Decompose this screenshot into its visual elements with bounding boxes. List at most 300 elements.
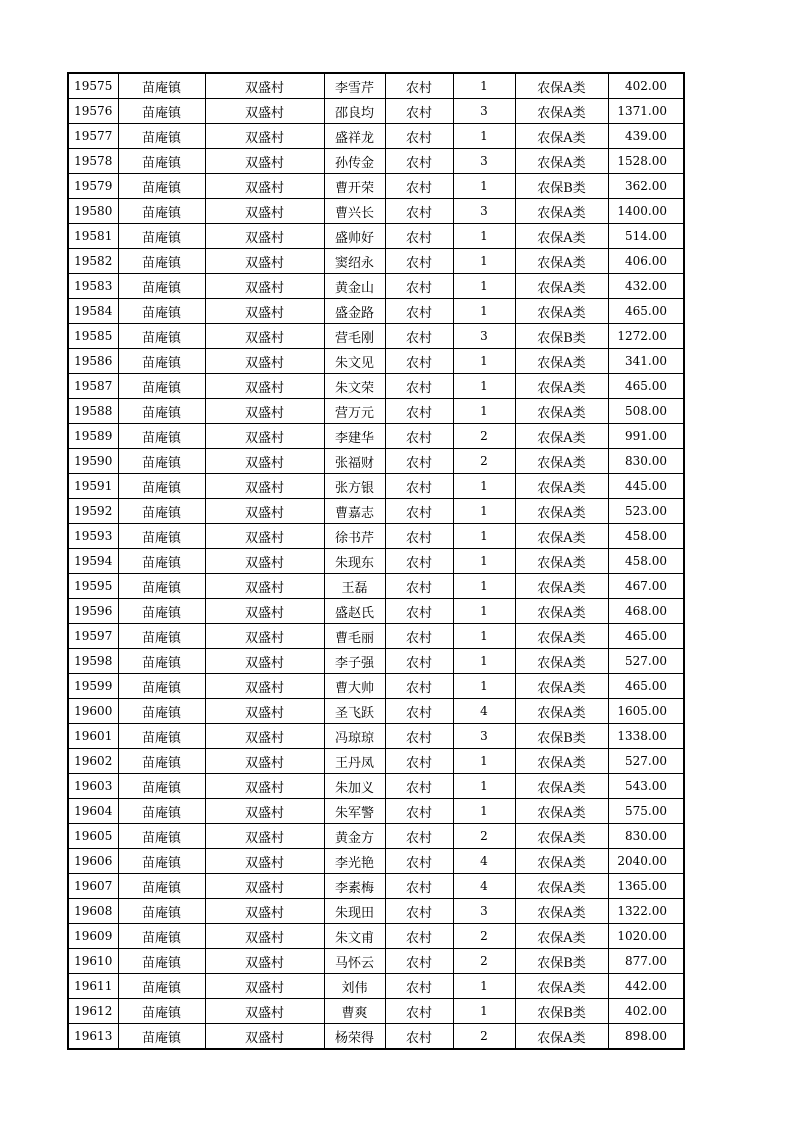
town-cell: 苗庵镇 (118, 949, 205, 974)
name-cell: 张福财 (324, 449, 385, 474)
village-cell: 双盛村 (205, 174, 324, 199)
category-cell: 农保A类 (515, 924, 608, 949)
table-row (68, 199, 684, 224)
record-id-cell: 19609 (68, 924, 118, 949)
town-cell: 苗庵镇 (118, 599, 205, 624)
record-id-cell: 19586 (68, 349, 118, 374)
record-id-cell: 19585 (68, 324, 118, 349)
area-type-cell: 农村 (385, 549, 453, 574)
name-cell: 朱文甫 (324, 924, 385, 949)
area-type-cell: 农村 (385, 924, 453, 949)
amount-cell: 362.00 (608, 174, 684, 199)
town-cell: 苗庵镇 (118, 549, 205, 574)
record-id-cell: 19578 (68, 149, 118, 174)
town-cell: 苗庵镇 (118, 574, 205, 599)
town-cell: 苗庵镇 (118, 974, 205, 999)
area-type-cell: 农村 (385, 424, 453, 449)
household-count-cell: 1 (453, 349, 515, 374)
area-type-cell: 农村 (385, 949, 453, 974)
category-cell: 农保A类 (515, 424, 608, 449)
village-cell: 双盛村 (205, 324, 324, 349)
category-cell: 农保A类 (515, 249, 608, 274)
category-cell: 农保A类 (515, 274, 608, 299)
area-type-cell: 农村 (385, 574, 453, 599)
name-cell: 朱现田 (324, 899, 385, 924)
amount-cell: 1400.00 (608, 199, 684, 224)
name-cell: 朱文荣 (324, 374, 385, 399)
town-cell: 苗庵镇 (118, 149, 205, 174)
village-cell: 双盛村 (205, 974, 324, 999)
record-id-cell: 19595 (68, 574, 118, 599)
record-id-cell: 19584 (68, 299, 118, 324)
village-cell: 双盛村 (205, 124, 324, 149)
name-cell: 营毛刚 (324, 324, 385, 349)
town-cell: 苗庵镇 (118, 224, 205, 249)
table-row (68, 849, 684, 874)
household-count-cell: 2 (453, 424, 515, 449)
village-cell: 双盛村 (205, 874, 324, 899)
town-cell: 苗庵镇 (118, 899, 205, 924)
village-cell: 双盛村 (205, 549, 324, 574)
amount-cell: 458.00 (608, 524, 684, 549)
area-type-cell: 农村 (385, 699, 453, 724)
household-count-cell: 1 (453, 774, 515, 799)
village-cell: 双盛村 (205, 399, 324, 424)
household-count-cell: 1 (453, 599, 515, 624)
record-id-cell: 19605 (68, 824, 118, 849)
record-id-cell: 19606 (68, 849, 118, 874)
amount-cell: 465.00 (608, 299, 684, 324)
amount-cell: 445.00 (608, 474, 684, 499)
area-type-cell: 农村 (385, 99, 453, 124)
amount-cell: 402.00 (608, 999, 684, 1024)
amount-cell: 514.00 (608, 224, 684, 249)
record-id-cell: 19589 (68, 424, 118, 449)
amount-cell: 1338.00 (608, 724, 684, 749)
record-id-cell: 19575 (68, 73, 118, 99)
amount-cell: 402.00 (608, 73, 684, 99)
amount-cell: 1020.00 (608, 924, 684, 949)
record-id-cell: 19602 (68, 749, 118, 774)
amount-cell: 465.00 (608, 374, 684, 399)
area-type-cell: 农村 (385, 824, 453, 849)
area-type-cell: 农村 (385, 749, 453, 774)
town-cell: 苗庵镇 (118, 99, 205, 124)
area-type-cell: 农村 (385, 449, 453, 474)
area-type-cell: 农村 (385, 274, 453, 299)
table-row (68, 174, 684, 199)
village-cell: 双盛村 (205, 474, 324, 499)
town-cell: 苗庵镇 (118, 349, 205, 374)
household-count-cell: 2 (453, 449, 515, 474)
record-id-cell: 19611 (68, 974, 118, 999)
area-type-cell: 农村 (385, 724, 453, 749)
household-count-cell: 3 (453, 324, 515, 349)
name-cell: 王磊 (324, 574, 385, 599)
table-row (68, 449, 684, 474)
town-cell: 苗庵镇 (118, 699, 205, 724)
household-count-cell: 3 (453, 724, 515, 749)
village-cell: 双盛村 (205, 674, 324, 699)
name-cell: 盛赵氏 (324, 599, 385, 624)
category-cell: 农保A类 (515, 499, 608, 524)
record-id-cell: 19577 (68, 124, 118, 149)
table-row (68, 474, 684, 499)
amount-cell: 1605.00 (608, 699, 684, 724)
village-cell: 双盛村 (205, 424, 324, 449)
area-type-cell: 农村 (385, 399, 453, 424)
category-cell: 农保A类 (515, 849, 608, 874)
household-count-cell: 1 (453, 974, 515, 999)
household-count-cell: 4 (453, 874, 515, 899)
record-id-cell: 19582 (68, 249, 118, 274)
table-row (68, 324, 684, 349)
area-type-cell: 农村 (385, 249, 453, 274)
village-cell: 双盛村 (205, 199, 324, 224)
name-cell: 曹毛丽 (324, 624, 385, 649)
name-cell: 盛祥龙 (324, 124, 385, 149)
table-row (68, 949, 684, 974)
village-cell: 双盛村 (205, 799, 324, 824)
amount-cell: 439.00 (608, 124, 684, 149)
category-cell: 农保A类 (515, 349, 608, 374)
category-cell: 农保B类 (515, 724, 608, 749)
village-cell: 双盛村 (205, 349, 324, 374)
record-id-cell: 19610 (68, 949, 118, 974)
category-cell: 农保A类 (515, 99, 608, 124)
town-cell: 苗庵镇 (118, 249, 205, 274)
table-row (68, 699, 684, 724)
household-count-cell: 2 (453, 949, 515, 974)
category-cell: 农保A类 (515, 874, 608, 899)
amount-cell: 1322.00 (608, 899, 684, 924)
household-count-cell: 1 (453, 749, 515, 774)
town-cell: 苗庵镇 (118, 499, 205, 524)
name-cell: 曹开荣 (324, 174, 385, 199)
record-id-cell: 19583 (68, 274, 118, 299)
household-count-cell: 4 (453, 849, 515, 874)
table-row (68, 774, 684, 799)
category-cell: 农保A类 (515, 449, 608, 474)
area-type-cell: 农村 (385, 649, 453, 674)
amount-cell: 467.00 (608, 574, 684, 599)
area-type-cell: 农村 (385, 73, 453, 99)
village-cell: 双盛村 (205, 374, 324, 399)
village-cell: 双盛村 (205, 924, 324, 949)
household-count-cell: 1 (453, 299, 515, 324)
table-row (68, 424, 684, 449)
amount-cell: 543.00 (608, 774, 684, 799)
town-cell: 苗庵镇 (118, 799, 205, 824)
household-count-cell: 1 (453, 799, 515, 824)
household-count-cell: 1 (453, 73, 515, 99)
amount-cell: 406.00 (608, 249, 684, 274)
name-cell: 刘伟 (324, 974, 385, 999)
town-cell: 苗庵镇 (118, 449, 205, 474)
amount-cell: 527.00 (608, 749, 684, 774)
town-cell: 苗庵镇 (118, 274, 205, 299)
town-cell: 苗庵镇 (118, 73, 205, 99)
table-row (68, 349, 684, 374)
town-cell: 苗庵镇 (118, 724, 205, 749)
village-cell: 双盛村 (205, 724, 324, 749)
amount-cell: 2040.00 (608, 849, 684, 874)
record-id-cell: 19600 (68, 699, 118, 724)
name-cell: 李雪芹 (324, 73, 385, 99)
household-count-cell: 2 (453, 824, 515, 849)
household-count-cell: 2 (453, 1024, 515, 1050)
area-type-cell: 农村 (385, 174, 453, 199)
town-cell: 苗庵镇 (118, 524, 205, 549)
town-cell: 苗庵镇 (118, 424, 205, 449)
town-cell: 苗庵镇 (118, 849, 205, 874)
record-id-cell: 19580 (68, 199, 118, 224)
amount-cell: 991.00 (608, 424, 684, 449)
village-cell: 双盛村 (205, 299, 324, 324)
village-cell: 双盛村 (205, 624, 324, 649)
area-type-cell: 农村 (385, 599, 453, 624)
record-id-cell: 19576 (68, 99, 118, 124)
category-cell: 农保B类 (515, 174, 608, 199)
town-cell: 苗庵镇 (118, 774, 205, 799)
name-cell: 曹兴长 (324, 199, 385, 224)
category-cell: 农保A类 (515, 599, 608, 624)
area-type-cell: 农村 (385, 799, 453, 824)
area-type-cell: 农村 (385, 124, 453, 149)
table-row (68, 524, 684, 549)
area-type-cell: 农村 (385, 999, 453, 1024)
household-count-cell: 4 (453, 699, 515, 724)
category-cell: 农保A类 (515, 749, 608, 774)
village-cell: 双盛村 (205, 524, 324, 549)
table-row (68, 724, 684, 749)
name-cell: 曹嘉志 (324, 499, 385, 524)
area-type-cell: 农村 (385, 774, 453, 799)
area-type-cell: 农村 (385, 899, 453, 924)
town-cell: 苗庵镇 (118, 999, 205, 1024)
household-count-cell: 1 (453, 674, 515, 699)
area-type-cell: 农村 (385, 874, 453, 899)
village-cell: 双盛村 (205, 849, 324, 874)
name-cell: 盛帅好 (324, 224, 385, 249)
area-type-cell: 农村 (385, 1024, 453, 1050)
amount-cell: 575.00 (608, 799, 684, 824)
area-type-cell: 农村 (385, 499, 453, 524)
record-id-cell: 19599 (68, 674, 118, 699)
category-cell: 农保A类 (515, 549, 608, 574)
category-cell: 农保A类 (515, 899, 608, 924)
village-cell: 双盛村 (205, 749, 324, 774)
household-count-cell: 1 (453, 174, 515, 199)
household-count-cell: 1 (453, 124, 515, 149)
category-cell: 农保A类 (515, 124, 608, 149)
village-cell: 双盛村 (205, 449, 324, 474)
record-id-cell: 19591 (68, 474, 118, 499)
record-id-cell: 19596 (68, 599, 118, 624)
village-cell: 双盛村 (205, 1024, 324, 1050)
table-row (68, 899, 684, 924)
record-id-cell: 19601 (68, 724, 118, 749)
table-row (68, 674, 684, 699)
name-cell: 杨荣得 (324, 1024, 385, 1050)
data-table (67, 72, 685, 1050)
record-id-cell: 19592 (68, 499, 118, 524)
table-body (68, 73, 684, 1049)
village-cell: 双盛村 (205, 499, 324, 524)
category-cell: 农保A类 (515, 574, 608, 599)
amount-cell: 830.00 (608, 824, 684, 849)
village-cell: 双盛村 (205, 224, 324, 249)
category-cell: 农保A类 (515, 1024, 608, 1050)
name-cell: 李光艳 (324, 849, 385, 874)
record-id-cell: 19594 (68, 549, 118, 574)
name-cell: 曹爽 (324, 999, 385, 1024)
category-cell: 农保A类 (515, 224, 608, 249)
name-cell: 营万元 (324, 399, 385, 424)
area-type-cell: 农村 (385, 624, 453, 649)
household-count-cell: 1 (453, 399, 515, 424)
category-cell: 农保A类 (515, 824, 608, 849)
name-cell: 马怀云 (324, 949, 385, 974)
name-cell: 曹大帅 (324, 674, 385, 699)
household-count-cell: 3 (453, 899, 515, 924)
table-row (68, 924, 684, 949)
table-row (68, 249, 684, 274)
table-row (68, 624, 684, 649)
area-type-cell: 农村 (385, 474, 453, 499)
town-cell: 苗庵镇 (118, 299, 205, 324)
table-row (68, 649, 684, 674)
amount-cell: 508.00 (608, 399, 684, 424)
household-count-cell: 1 (453, 524, 515, 549)
village-cell: 双盛村 (205, 149, 324, 174)
table-row (68, 1024, 684, 1050)
town-cell: 苗庵镇 (118, 199, 205, 224)
household-count-cell: 1 (453, 474, 515, 499)
name-cell: 李建华 (324, 424, 385, 449)
record-id-cell: 19590 (68, 449, 118, 474)
table-row (68, 799, 684, 824)
category-cell: 农保A类 (515, 474, 608, 499)
name-cell: 邵良均 (324, 99, 385, 124)
village-cell: 双盛村 (205, 699, 324, 724)
category-cell: 农保B类 (515, 999, 608, 1024)
table-row (68, 549, 684, 574)
table-row (68, 224, 684, 249)
household-count-cell: 1 (453, 999, 515, 1024)
household-count-cell: 3 (453, 149, 515, 174)
town-cell: 苗庵镇 (118, 174, 205, 199)
name-cell: 徐书芹 (324, 524, 385, 549)
name-cell: 孙传金 (324, 149, 385, 174)
record-id-cell: 19613 (68, 1024, 118, 1050)
name-cell: 朱现东 (324, 549, 385, 574)
category-cell: 农保B类 (515, 324, 608, 349)
village-cell: 双盛村 (205, 249, 324, 274)
household-count-cell: 2 (453, 924, 515, 949)
amount-cell: 465.00 (608, 624, 684, 649)
area-type-cell: 农村 (385, 299, 453, 324)
town-cell: 苗庵镇 (118, 824, 205, 849)
name-cell: 李子强 (324, 649, 385, 674)
table-row (68, 374, 684, 399)
household-count-cell: 1 (453, 374, 515, 399)
area-type-cell: 农村 (385, 224, 453, 249)
record-id-cell: 19579 (68, 174, 118, 199)
amount-cell: 468.00 (608, 599, 684, 624)
town-cell: 苗庵镇 (118, 874, 205, 899)
table-row (68, 874, 684, 899)
record-id-cell: 19598 (68, 649, 118, 674)
household-count-cell: 1 (453, 224, 515, 249)
village-cell: 双盛村 (205, 599, 324, 624)
town-cell: 苗庵镇 (118, 1024, 205, 1050)
amount-cell: 341.00 (608, 349, 684, 374)
amount-cell: 458.00 (608, 549, 684, 574)
name-cell: 冯琼琼 (324, 724, 385, 749)
village-cell: 双盛村 (205, 99, 324, 124)
village-cell: 双盛村 (205, 949, 324, 974)
name-cell: 王丹凤 (324, 749, 385, 774)
category-cell: 农保A类 (515, 199, 608, 224)
table-row (68, 299, 684, 324)
category-cell: 农保A类 (515, 674, 608, 699)
table-row (68, 824, 684, 849)
village-cell: 双盛村 (205, 999, 324, 1024)
village-cell: 双盛村 (205, 824, 324, 849)
amount-cell: 1365.00 (608, 874, 684, 899)
village-cell: 双盛村 (205, 274, 324, 299)
area-type-cell: 农村 (385, 524, 453, 549)
name-cell: 盛金路 (324, 299, 385, 324)
record-id-cell: 19608 (68, 899, 118, 924)
town-cell: 苗庵镇 (118, 324, 205, 349)
category-cell: 农保A类 (515, 649, 608, 674)
record-id-cell: 19588 (68, 399, 118, 424)
amount-cell: 527.00 (608, 649, 684, 674)
town-cell: 苗庵镇 (118, 649, 205, 674)
category-cell: 农保A类 (515, 374, 608, 399)
category-cell: 农保B类 (515, 949, 608, 974)
amount-cell: 442.00 (608, 974, 684, 999)
name-cell: 朱军警 (324, 799, 385, 824)
record-id-cell: 19593 (68, 524, 118, 549)
village-cell: 双盛村 (205, 649, 324, 674)
table-row (68, 73, 684, 99)
table-row (68, 274, 684, 299)
area-type-cell: 农村 (385, 674, 453, 699)
area-type-cell: 农村 (385, 199, 453, 224)
amount-cell: 1272.00 (608, 324, 684, 349)
category-cell: 农保A类 (515, 524, 608, 549)
table-row (68, 399, 684, 424)
area-type-cell: 农村 (385, 349, 453, 374)
amount-cell: 877.00 (608, 949, 684, 974)
record-id-cell: 19603 (68, 774, 118, 799)
name-cell: 张方银 (324, 474, 385, 499)
area-type-cell: 农村 (385, 374, 453, 399)
area-type-cell: 农村 (385, 149, 453, 174)
amount-cell: 523.00 (608, 499, 684, 524)
household-count-cell: 1 (453, 549, 515, 574)
category-cell: 农保A类 (515, 624, 608, 649)
table-row (68, 99, 684, 124)
table-row (68, 499, 684, 524)
household-count-cell: 1 (453, 274, 515, 299)
name-cell: 黄金方 (324, 824, 385, 849)
household-count-cell: 1 (453, 624, 515, 649)
household-count-cell: 1 (453, 649, 515, 674)
